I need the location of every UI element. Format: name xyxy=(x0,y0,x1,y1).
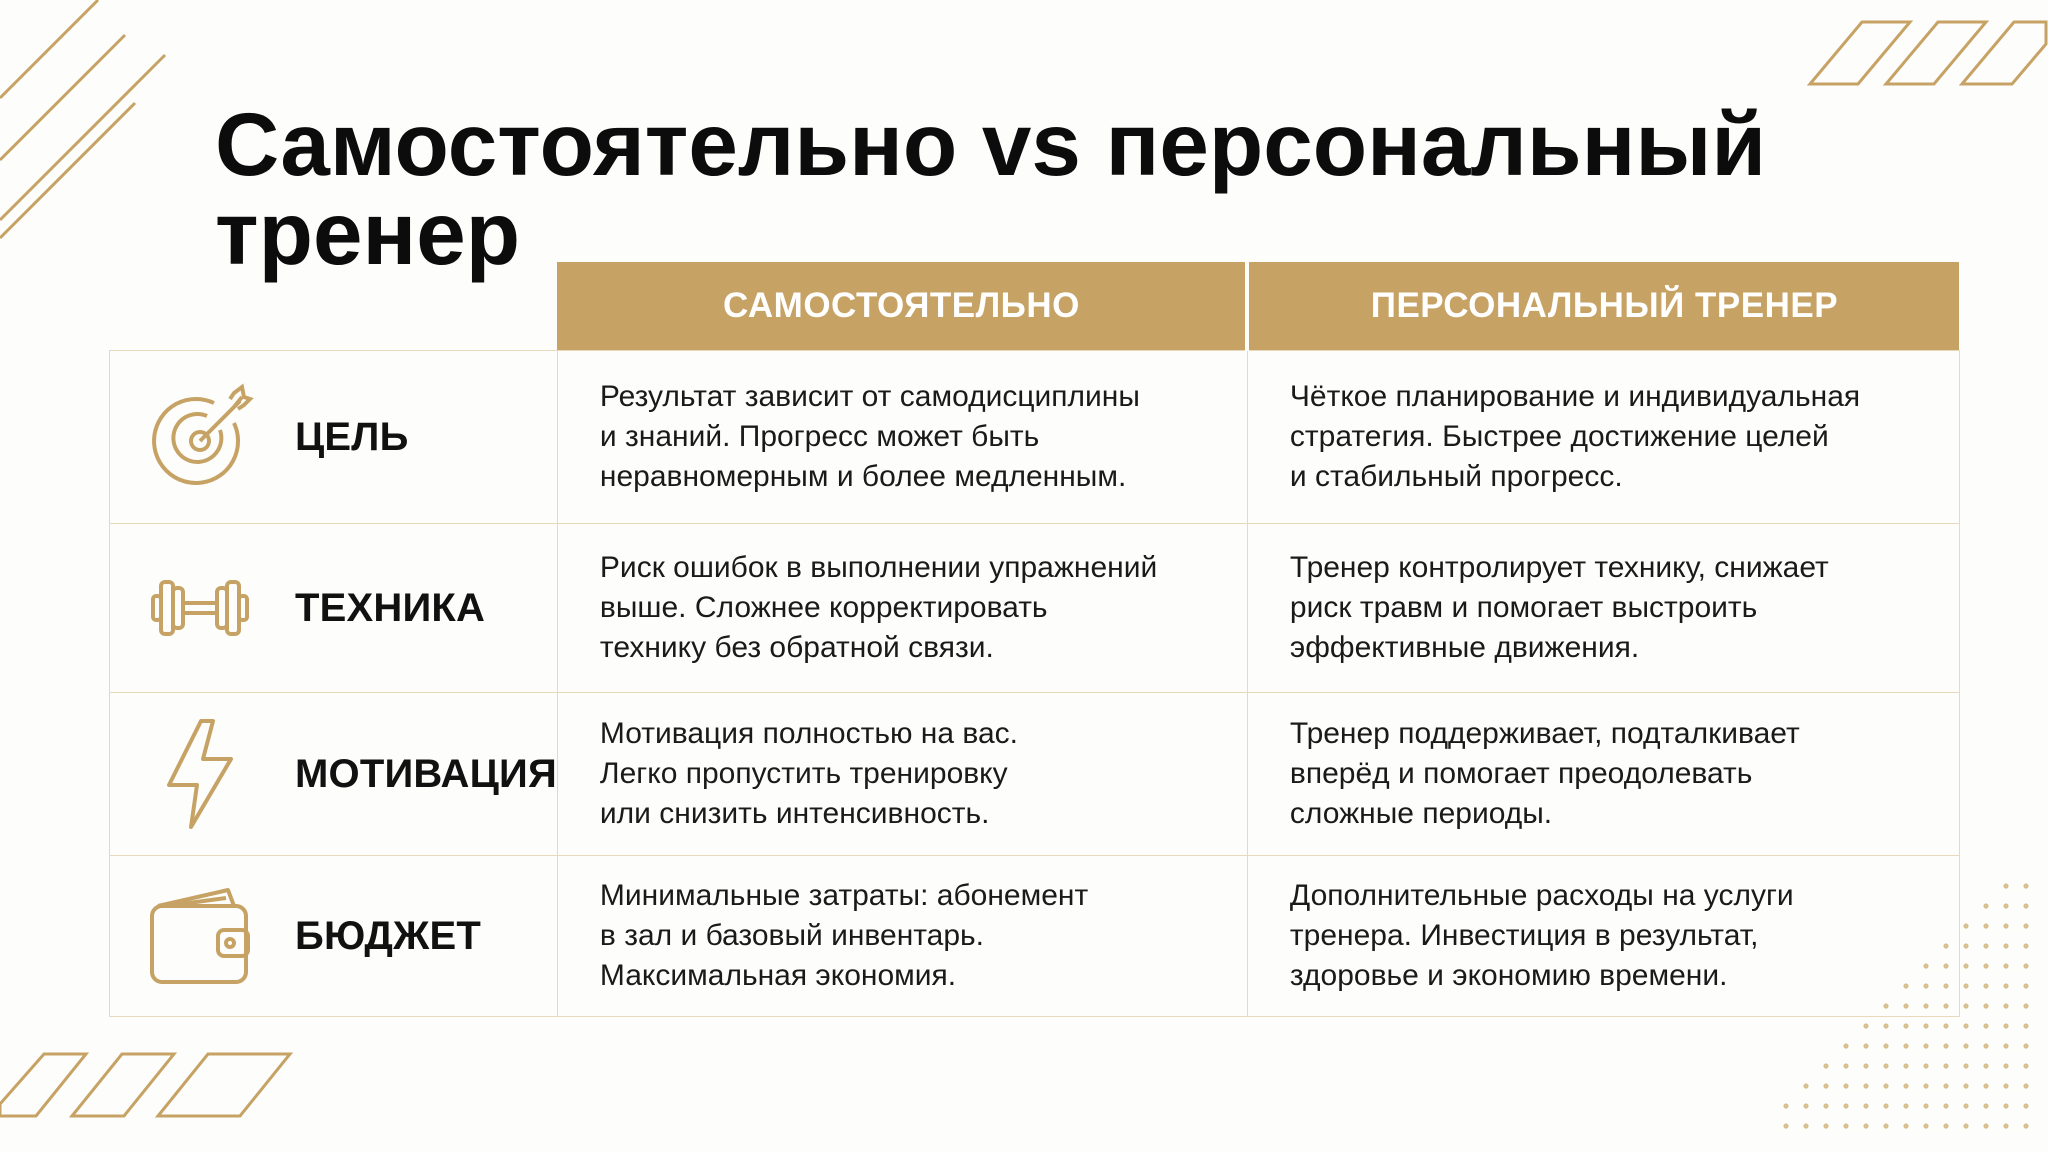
category-label: БЮДЖЕТ xyxy=(295,913,481,958)
parallelogram-decoration-bottom-left xyxy=(0,1046,300,1122)
self-text: Риск ошибок в выполнении упражнений выше. Сложнее корректировать технику без обратной связи. xyxy=(599,551,1158,664)
trainer-text: Тренер контролирует технику, снижает риск травм и помогает выстроить эффективные движения. xyxy=(1289,551,1829,664)
category-cell xyxy=(110,351,558,524)
self-cell xyxy=(557,351,1247,524)
self-text: Результат зависит от самодисциплины и знаний. Прогресс может быть неравномерным и более медленным. xyxy=(599,380,1140,493)
table-row xyxy=(110,856,1960,1017)
self-text: Мотивация полностью на вас. Легко пропустить тренировку или снизить интенсивность. xyxy=(599,717,1019,830)
category-cell xyxy=(110,524,558,693)
self-cell xyxy=(557,856,1247,1017)
column-header-self: САМОСТОЯТЕЛЬНО xyxy=(557,262,1247,351)
trainer-cell xyxy=(1247,693,1959,856)
parallelogram-decoration-top-right xyxy=(1800,14,2048,90)
category-cell xyxy=(110,856,558,1017)
target-icon xyxy=(145,382,255,492)
table-row xyxy=(110,693,1960,856)
column-header-trainer: ПЕРСОНАЛЬНЫЙ ТРЕНЕР xyxy=(1247,262,1959,351)
comparison-table xyxy=(109,262,1960,1017)
trainer-cell xyxy=(1247,856,1959,1017)
category-cell xyxy=(110,693,558,856)
table-row xyxy=(110,524,1960,693)
self-cell xyxy=(557,693,1247,856)
category-label: ТЕХНИКА xyxy=(295,585,486,630)
lightning-icon xyxy=(145,719,255,829)
trainer-text: Дополнительные расходы на услуги тренера. Инвестиция в результат, здоровье и экономию времени. xyxy=(1289,879,1794,992)
wallet-icon xyxy=(145,881,255,991)
category-label: ЦЕЛЬ xyxy=(295,414,409,459)
page-title: Самостоятельно vs персональный тренер xyxy=(215,94,1767,283)
category-label: МОТИВАЦИЯ xyxy=(295,751,557,796)
header-empty-cell xyxy=(110,262,558,351)
trainer-text: Тренер поддерживает, подталкивает вперёд и помогает преодолевать сложные периоды. xyxy=(1289,717,1800,830)
trainer-cell xyxy=(1247,351,1959,524)
dumbbell-icon xyxy=(145,553,255,663)
diagonal-lines-decoration-top-left xyxy=(0,0,180,250)
self-text: Минимальные затраты: абонемент в зал и базовый инвентарь. Максимальная экономия. xyxy=(599,879,1089,992)
trainer-text: Чёткое планирование и индивидуальная стратегия. Быстрее достижение целей и стабильный прогресс. xyxy=(1289,380,1861,493)
self-cell xyxy=(557,524,1247,693)
table-header-row xyxy=(110,262,1960,351)
trainer-cell xyxy=(1247,524,1959,693)
table-row xyxy=(110,351,1960,524)
